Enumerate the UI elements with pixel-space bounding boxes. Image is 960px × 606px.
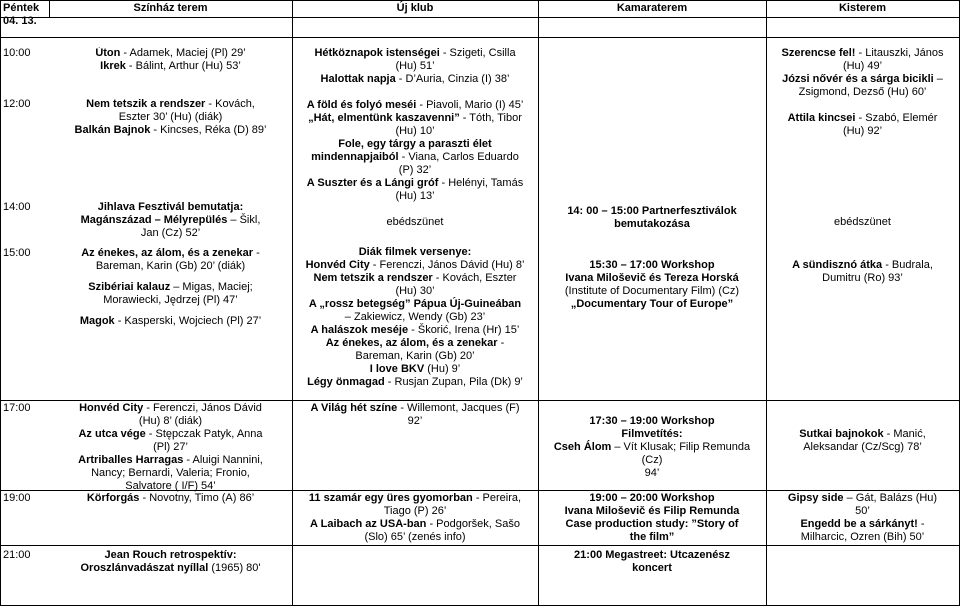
film-title: Magok xyxy=(79,315,115,327)
film-credit: - Pereira, xyxy=(472,492,522,504)
film-title: mindennapjaiból xyxy=(311,151,399,163)
time-label: 12:00 xyxy=(3,98,31,110)
event-title: koncert xyxy=(632,562,672,574)
film-title: Gipsy side xyxy=(787,492,844,504)
film-credit: Bareman, Karin (Gb) 20’ (diák) xyxy=(95,260,246,272)
kamaraterem-workshop-3 xyxy=(538,492,766,544)
film-title: Magánszázad – Mélyrepülés xyxy=(80,214,228,226)
film-credit: (Slo) 65’ (zenés info) xyxy=(364,531,466,543)
film-title: Körforgás xyxy=(86,492,140,504)
film-credit: Bareman, Karin (Gb) 20’ xyxy=(355,350,475,362)
film-credit: - Szigeti, Csilla xyxy=(439,47,516,59)
film-credit: - Kovách, Eszter xyxy=(432,272,517,284)
film-credit: Zsigmond, Dezső (Hu) 60’ xyxy=(798,86,927,98)
film-title: Nem tetszik a rendszer xyxy=(313,272,433,284)
film-credit: - Bálint, Arthur (Hu) 53’ xyxy=(125,60,241,72)
film-title: A sündisznó átka xyxy=(792,259,883,271)
film-title: Szerencse fel! xyxy=(781,47,856,59)
screening-21-00 xyxy=(49,549,292,575)
film-title: Artriballes Harragas xyxy=(78,454,184,466)
film-credit: - Tóth, Tibor xyxy=(459,112,522,124)
film-title: Oroszlánvadászat nyíllal xyxy=(80,562,209,574)
screening-19-00 xyxy=(49,492,292,505)
time-label: 14:00 xyxy=(3,201,31,213)
film-credit: Milharcic, Ozren (Bih) 50’ xyxy=(800,531,925,543)
ujklub-17-00 xyxy=(292,402,538,428)
day-date: 04. 13. xyxy=(3,15,37,27)
film-title: Attila kincsei xyxy=(787,112,856,124)
time-label: 10:00 xyxy=(3,47,31,59)
header-kamaraterem: Kamaraterem xyxy=(616,2,688,14)
kisterem-19-00 xyxy=(766,492,959,544)
film-title: A föld és folyó meséi xyxy=(306,99,417,111)
grid-line xyxy=(0,545,960,546)
event-subtitle: Case production study: ”Story of xyxy=(565,518,739,530)
screening-15-00 xyxy=(49,247,292,328)
screening-10-00 xyxy=(49,47,292,73)
film-credit: Jan (Cz) 52’ xyxy=(140,227,201,239)
film-title: Az énekes, az álom, és a zenekar xyxy=(81,247,254,259)
film-credit: - Willemont, Jacques (F) xyxy=(397,402,520,414)
event-subtitle: Filmvetítés: xyxy=(621,428,683,440)
film-credit: - Manić, xyxy=(883,428,926,440)
film-title: A Világ hét színe xyxy=(310,402,398,414)
film-credit: (Hu) 30’ xyxy=(395,285,435,297)
grid-line xyxy=(0,0,1,606)
film-credit: - Viana, Carlos Eduardo xyxy=(398,151,519,163)
film-credit: 94’ xyxy=(644,467,660,479)
film-credit: - Budrala, xyxy=(882,259,933,271)
kamaraterem-workshop-1 xyxy=(538,259,766,311)
film-credit: - Novotny, Timo (A) 86’ xyxy=(139,492,255,504)
film-credit: - Aluigi Nannini, xyxy=(183,454,263,466)
film-title: A Laibach az USA-ban xyxy=(310,518,427,530)
film-credit: - Kovách, xyxy=(205,98,255,110)
kamaraterem-workshop-2 xyxy=(538,415,766,480)
film-credit: - Kasperski, Wojciech (Pl) 27’ xyxy=(114,315,262,327)
film-credit: - Ferenczi, János Dávid xyxy=(143,402,262,414)
kisterem-17-00 xyxy=(766,428,959,454)
film-title: A Suszter és a Lángi gróf xyxy=(306,177,439,189)
film-credit: (Hu) 13’ xyxy=(395,190,435,202)
film-title: A „rossz betegség” Pápua Új-Guineában xyxy=(308,298,522,310)
time-label: 19:00 xyxy=(3,492,31,504)
kisterem-lunch-break: ebédszünet xyxy=(834,216,891,228)
film-credit: – Šikl, xyxy=(227,214,261,226)
ujklub-lunch-break: ebédszünet xyxy=(386,216,444,228)
film-title: Engedd be a sárkányt! xyxy=(800,518,918,530)
grid-line xyxy=(0,400,960,401)
film-title: Honvéd City xyxy=(79,402,144,414)
ujklub-student-competition xyxy=(292,246,538,389)
event-title: 15:30 – 17:00 Workshop xyxy=(589,259,715,271)
program-title: Jihlava Fesztivál bemutatja: xyxy=(97,201,244,213)
film-title: Úton xyxy=(95,47,121,59)
film-credit: (Hu) 10’ xyxy=(395,125,435,137)
grid-line xyxy=(0,17,960,18)
film-credit: - Stępczak Patyk, Anna xyxy=(145,428,263,440)
film-title: 11 szamár egy üres gyomorban xyxy=(308,492,473,504)
grid-line xyxy=(0,0,960,1)
screening-17-00 xyxy=(49,402,292,493)
event-organization: (Institute of Documentary Film) (Cz) xyxy=(564,285,740,297)
film-credit: (Hu) 8’ (diák) xyxy=(138,415,203,427)
kisterem-morning xyxy=(766,47,959,99)
film-title: Fole, egy tárgy a paraszti élet xyxy=(338,138,492,150)
film-credit: – Migas, Maciej; xyxy=(170,281,253,293)
film-title: Józsi nővér és a sárga bicikli xyxy=(782,73,934,85)
film-credit: – Vít Klusak; Filip Remunda xyxy=(611,441,751,453)
film-credit: Dumitru (Ro) 93’ xyxy=(822,272,903,284)
day-label xyxy=(3,2,39,28)
film-credit: - xyxy=(917,518,925,530)
film-credit: (Hu) 9’ xyxy=(424,363,461,375)
film-title: Az énekes, az álom, és a zenekar xyxy=(325,337,498,349)
header-kisterem: Kisterem xyxy=(838,2,887,14)
film-title: Szibériai kalauz xyxy=(88,281,171,293)
film-title: Halottak napja xyxy=(320,73,396,85)
event-title: bemutakozása xyxy=(614,218,690,230)
film-credit: (Hu) 49’ xyxy=(842,60,883,72)
film-title: Nem tetszik a rendszer xyxy=(86,98,206,110)
time-label: 15:00 xyxy=(3,247,31,259)
kisterem-15-00 xyxy=(766,259,959,285)
film-credit: 50’ xyxy=(855,505,870,517)
event-title: 17:30 – 19:00 Workshop xyxy=(589,415,715,427)
film-title: „Hát, elmentünk kaszavenni” xyxy=(308,112,460,124)
event-title: 21:00 Megastreet: Utcazenész xyxy=(574,549,730,561)
film-credit: - Piavoli, Mario (I) 45’ xyxy=(416,99,524,111)
film-title: Honvéd City xyxy=(305,259,370,271)
film-title: Balkán Bajnok xyxy=(74,124,151,136)
header-szinhaz-terem: Színház terem xyxy=(133,2,208,14)
film-credit: - Szabó, Elemér xyxy=(855,112,938,124)
film-credit: Morawiecki, Jędrzej (Pl) 47’ xyxy=(103,294,238,306)
kamaraterem-partner-festivals xyxy=(538,205,766,231)
film-credit: - Adamek, Maciej (Pl) 29’ xyxy=(120,47,246,59)
film-credit: Aleksandar (Cz/Scg) 78’ xyxy=(803,441,922,453)
film-credit: – Gát, Balázs (Hu) xyxy=(843,492,938,504)
film-credit: (1965) 80' xyxy=(208,562,261,574)
film-credit: - Škorić, Irena (Hr) 15’ xyxy=(408,324,520,336)
film-credit: - Litauszki, János xyxy=(855,47,944,59)
film-title: Cseh Álom xyxy=(553,441,612,453)
event-subtitle: the film” xyxy=(629,531,675,543)
film-credit: - Ferenczi, János Dávid (Hu) 8’ xyxy=(369,259,525,271)
film-title: Légy önmagad xyxy=(307,376,385,388)
day-name: Péntek xyxy=(3,2,40,14)
event-title: 14: 00 – 15:00 Partnerfesztiválok xyxy=(567,205,737,217)
film-credit: - Kincses, Réka (D) 89’ xyxy=(150,124,267,136)
film-credit: (P) 32’ xyxy=(398,164,432,176)
film-credit: - xyxy=(253,247,260,259)
film-credit: - Helényi, Tamás xyxy=(438,177,524,189)
film-credit: Eszter 30’ (Hu) (diák) xyxy=(118,111,223,123)
film-title: Sutkai bajnokok xyxy=(799,428,884,440)
screening-14-00 xyxy=(49,201,292,240)
event-title: 19:00 – 20:00 Workshop xyxy=(589,492,715,504)
film-credit: – Zakiewicz, Wendy (Gb) 23’ xyxy=(344,311,486,323)
film-credit: - Rusjan Zupan, Pila (Dk) 9’ xyxy=(384,376,523,388)
program-title: Diák filmek versenye: xyxy=(358,246,472,258)
film-credit: (Pl) 27’ xyxy=(153,441,188,453)
program-title: Jean Rouch retrospektív: xyxy=(104,549,237,561)
film-title: Ikrek xyxy=(100,60,126,72)
event-presenters: Ivana Miloševič és Tereza Horská xyxy=(565,272,739,284)
film-credit: - Podgoršek, Sašo xyxy=(426,518,520,530)
grid-line xyxy=(0,37,960,38)
film-credit: (Hu) 51’ xyxy=(395,60,435,72)
film-credit: Tiago (P) 26’ xyxy=(383,505,447,517)
film-title: A halászok meséje xyxy=(310,324,409,336)
film-credit: 92’ xyxy=(407,415,423,427)
film-credit: - xyxy=(497,337,505,349)
time-label: 21:00 xyxy=(3,549,31,561)
film-credit: Salvatore ( I/F) 54’ xyxy=(125,480,216,492)
kisterem-noon xyxy=(766,112,959,138)
kamaraterem-concert xyxy=(538,549,766,575)
film-title: Hétköznapok istenségei xyxy=(314,47,440,59)
screening-12-00 xyxy=(49,98,292,137)
film-title: Az utca vége xyxy=(78,428,146,440)
event-presenters: Ivana Miloševič és Filip Remunda xyxy=(564,505,740,517)
film-credit: - D’Auria, Cinzia (I) 38’ xyxy=(395,73,510,85)
film-credit: (Cz) xyxy=(641,454,663,466)
ujklub-noon xyxy=(292,99,538,203)
film-credit: – xyxy=(933,73,943,85)
film-credit: Nancy; Bernardi, Valeria; Fronio, xyxy=(91,467,250,479)
event-subtitle: „Documentary Tour of Europe” xyxy=(570,298,734,310)
ujklub-morning xyxy=(292,47,538,86)
header-uj-klub: Új klub xyxy=(396,2,434,14)
film-title: I love BKV xyxy=(369,363,425,375)
film-credit: (Hu) 92’ xyxy=(842,125,883,137)
ujklub-19-00 xyxy=(292,492,538,544)
time-label: 17:00 xyxy=(3,402,31,414)
